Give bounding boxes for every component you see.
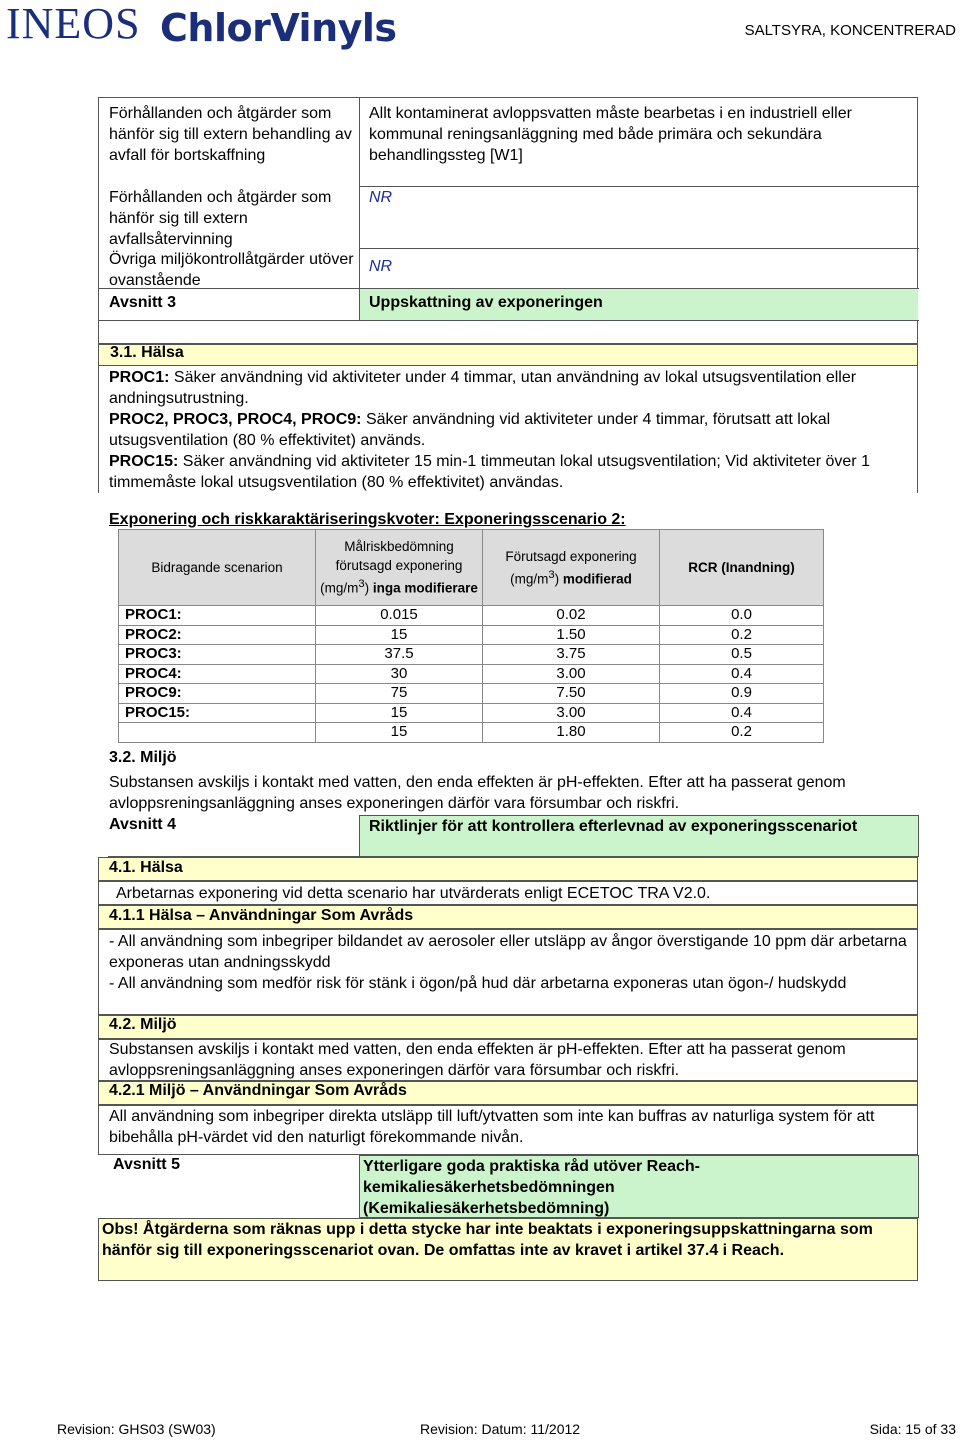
section-5-label: Avsnitt 5: [113, 1156, 180, 1173]
table-cell: 75: [316, 684, 483, 704]
footer-revision: Revision: GHS03 (SW03): [57, 1421, 216, 1437]
table-cell: 30: [316, 664, 483, 684]
table-cell: 37.5: [316, 645, 483, 665]
table-cell: 0.4: [660, 664, 824, 684]
section-4-2-heading: 4.2. Miljö: [109, 1016, 177, 1033]
section-4-2-1-text: All användning som inbegriper direkta utsläpp till luft/ytvatten som inte kan buffras av naturliga system för att bibehålla pH-värdet vid den naturligt förekommande nivån.: [109, 1108, 875, 1146]
exposure-table: [118, 529, 824, 743]
table-cell: PROC15:: [119, 703, 316, 723]
section-3-1-heading: 3.1. Hälsa: [110, 344, 184, 361]
document-title: SALTSYRA, KONCENTRERAD: [744, 22, 956, 39]
table-row: [119, 664, 824, 684]
table-cell: PROC2:: [119, 625, 316, 645]
section-4-2-text: Substansen avskiljs i kontakt med vatten, den enda effekten är pH-effekten. Efter att ha passerat genom avloppsreningsanläggning anses exponeringen därför vara försumbar och riskfri.: [109, 1041, 846, 1079]
table-cell: 1.50: [483, 625, 660, 645]
table-cell: 15: [316, 625, 483, 645]
table-cell: 0.2: [660, 723, 824, 743]
table-cell: 0.0: [660, 606, 824, 626]
column-header: RCR (Inandning): [660, 530, 824, 606]
exposure-title: Exponering och riskkaraktäriseringskvoter: Exponeringsscenario 2:: [109, 511, 626, 528]
section-4-title: Riktlinjer för att kontrollera efterlevnad av exponeringsscenariot: [369, 818, 858, 835]
section-3-2-text: Substansen avskiljs i kontakt med vatten, den enda effekten är pH-effekten. Efter att ha passerat genom avloppsreningsanläggning anses exponeringen därför vara försumbar och riskfri.: [109, 774, 846, 812]
table-row: [119, 625, 824, 645]
table-cell: 15: [316, 723, 483, 743]
obs-notice: Obs! Åtgärderna som räknas upp i detta stycke har inte beaktats i exponeringsuppskattningarna som hänför sig till exponeringsscenariot ovan. De omfattas inte av kravet i artikel 37.4 i Reach.: [102, 1221, 873, 1259]
table-row-value: NR: [369, 189, 393, 206]
table-cell: 0.015: [316, 606, 483, 626]
table-cell: 1.80: [483, 723, 660, 743]
table-cell: PROC4:: [119, 664, 316, 684]
table-cell: 7.50: [483, 684, 660, 704]
table-cell: 3.00: [483, 703, 660, 723]
table-row-label: Övriga miljökontrollåtgärder utöver ovanstående: [109, 251, 354, 289]
table-cell: 3.75: [483, 645, 660, 665]
table-cell: PROC9:: [119, 684, 316, 704]
table-cell: PROC1:: [119, 606, 316, 626]
table-row: [119, 703, 824, 723]
table-row: [119, 606, 824, 626]
ineos-logo: INEOS: [6, 0, 141, 48]
table-cell: 0.02: [483, 606, 660, 626]
table-row-label: Förhållanden och åtgärder som hänför sig till extern avfallsåtervinning: [109, 189, 332, 248]
table-cell: 15: [316, 703, 483, 723]
proc2-paragraph: PROC2, PROC3, PROC4, PROC9: Säker användning vid aktiviteter under 4 timmar, förutsatt att lokal utsugsventilation (80 % effektivitet) används.: [109, 411, 831, 449]
section-3-label: Avsnitt 3: [109, 294, 176, 311]
table-row: [119, 723, 824, 743]
column-header: Förutsagd exponering $(mg/m^3)$ modifierad: [483, 530, 660, 606]
table-row: [119, 645, 824, 665]
footer-page-number: Sida: 15 of 33: [869, 1421, 956, 1437]
section-5-title: Ytterligare goda praktiska råd utöver Reach-kemikaliesäkerhetsbedömningen (Kemikaliesäkerhetsbedömning): [363, 1158, 700, 1217]
proc1-paragraph: PROC1: Säker användning vid aktiviteter under 4 timmar, utan användning av lokal utsugsventilation eller andningsutrustning.: [109, 369, 857, 407]
column-header: Målriskbedömning förutsagd exponering $(mg/m^3)$ inga modifierare: [316, 530, 483, 606]
section-4-1-heading: 4.1. Hälsa: [109, 859, 183, 876]
section-4-1-1-text-a: - All användning som inbegriper bildandet av aerosoler eller utsläpp av ångor överstigande 10 ppm där arbetarna exponeras utan andningsskydd: [109, 933, 907, 971]
table-cell: 0.5: [660, 645, 824, 665]
footer-date: Revision: Datum: 11/2012: [420, 1421, 581, 1437]
table-cell: [119, 723, 316, 743]
chlorvinyls-logo: ChlorVinyls: [160, 6, 397, 50]
table-row-value: Allt kontaminerat avloppsvatten måste bearbetas i en industriell eller kommunal reningsanläggning med både primära och sekundära behandlingssteg [W1]: [369, 105, 852, 164]
column-header: Bidragande scenarion: [119, 530, 316, 606]
section-3-2-heading: 3.2. Miljö: [109, 749, 177, 766]
section-4-label: Avsnitt 4: [109, 816, 176, 833]
proc15-paragraph: PROC15: Säker användning vid aktiviteter 15 min-1 timmeutan lokal utsugsventilation; Vid aktiviteter över 1 timmemåste lokal utsugsventilation (80 % effektivitet) användas.: [109, 453, 870, 491]
table-row-label: Förhållanden och åtgärder som hänför sig till extern behandling av avfall för bortskaffning: [109, 105, 352, 164]
table-cell: 0.4: [660, 703, 824, 723]
section-4-1-1-text-b: - All användning som medför risk för stänk i ögon/på hud där arbetarna exponeras utan ögon-/ hudskydd: [109, 975, 847, 992]
table-cell: PROC3:: [119, 645, 316, 665]
section-4-2-1-heading: 4.2.1 Miljö – Användningar Som Avråds: [109, 1082, 407, 1099]
table-row-value: NR: [369, 258, 393, 275]
section-4-1-text: Arbetarnas exponering vid detta scenario har utvärderats enligt ECETOC TRA V2.0.: [116, 885, 711, 902]
table-cell: 0.9: [660, 684, 824, 704]
table-cell: 0.2: [660, 625, 824, 645]
table-row: [119, 684, 824, 704]
section-3-1-heading-bar: [98, 344, 918, 366]
section-4-1-1-heading: 4.1.1 Hälsa – Användningar Som Avråds: [109, 907, 414, 924]
section-3-title: Uppskattning av exponeringen: [369, 294, 603, 311]
table-cell: 3.00: [483, 664, 660, 684]
waste-treatment-table: [98, 97, 918, 344]
